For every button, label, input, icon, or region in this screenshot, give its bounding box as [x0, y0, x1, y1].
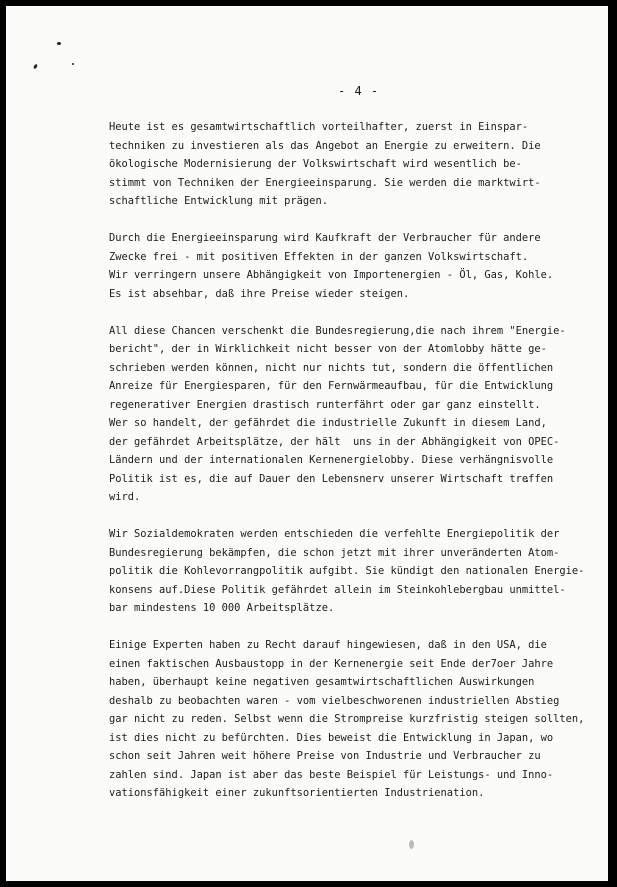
text-line: ökologische Modernisierung der Volkswirtschaft wird wesentlich be- — [109, 158, 522, 170]
text-line: All diese Chancen verschenkt die Bundesregierung,die nach ihrem "Energie- — [109, 324, 566, 337]
paragraph — [109, 322, 569, 507]
text-line: vationsfähigkeit einer zukunftsorientierten Industrienation. — [109, 787, 485, 799]
text-line: wird. — [109, 491, 141, 503]
scan-speck — [409, 840, 414, 849]
paragraph — [109, 229, 569, 303]
text-line: regenerativer Energien drastisch runterfährt oder gar ganz einstellt. — [109, 398, 541, 411]
document-page — [6, 6, 608, 881]
paragraph — [109, 118, 569, 211]
page-number: - 4 - — [338, 84, 380, 98]
text-line: Wir Sozialdemokraten werden entschieden die verfehlte Energiepolitik der — [109, 528, 560, 540]
text-line: stimmt von Techniken der Energieeinsparung. Sie werden die marktwirt- — [109, 176, 541, 189]
text-line: techniken zu investieren als das Angebot an Energie zu erweitern. Die — [109, 139, 541, 152]
text-line: Bundesregierung bekämpfen, die schon jetzt mit ihrer unveränderten Atom- — [109, 546, 560, 559]
paragraph — [109, 525, 585, 618]
text-line: Einige Experten haben zu Recht darauf hingewiesen, daß in den USA, die — [109, 639, 547, 651]
scan-speck — [57, 42, 61, 45]
text-line: Durch die Energieeinsparung wird Kaufkraft der Verbraucher für andere — [109, 232, 541, 244]
text-line: schrieben werden können, nicht nur nichts tut, sondern die öffentlichen — [109, 361, 554, 374]
scan-speck — [72, 63, 74, 65]
document-body — [109, 118, 585, 821]
text-line: ist dies nicht zu befürchten. Dies beweist die Entwicklung in Japan, wo — [109, 731, 554, 744]
text-line: Anreize für Energiesparen, für den Fernwärmeaufbau, für die Entwicklung — [109, 380, 554, 392]
text-line: Wir verringern unsere Abhängigkeit von Importenergien - Öl, Gas, Kohle. — [109, 269, 554, 281]
paragraph — [109, 636, 585, 803]
scan-speck — [33, 64, 38, 70]
text-line: schon seit Jahren weit höhere Preise von Industrie und Verbraucher zu — [109, 750, 541, 762]
text-line: bericht", der in Wirklichkeit nicht besser von der Atomlobby hätte ge- — [109, 343, 547, 355]
text-line: gar nicht zu reden. Selbst wenn die Strompreise kurzfristig steigen sollten, — [109, 713, 585, 725]
text-line: Es ist absehbar, daß ihre Preise wieder steigen. — [109, 287, 410, 300]
text-line: Zwecke frei - mit positiven Effekten in der ganzen Volkswirtschaft. — [109, 250, 529, 263]
text-line: zahlen sind. Japan ist aber das beste Beispiel für Leistungs- und Inno- — [109, 768, 554, 781]
text-line: Politik ist es, die auf Dauer den Lebensnerv unserer Wirtschaft treffen — [109, 472, 554, 485]
text-line: schaftliche Entwicklung mit prägen. — [109, 195, 328, 207]
text-line: Heute ist es gesamtwirtschaftlich vorteilhafter, zuerst in Einspar- — [109, 121, 529, 133]
text-line: politik die Kohlevorrangpolitik aufgibt. Sie kündigt den nationalen Energie- — [109, 565, 585, 577]
text-line: haben, überhaupt keine negativen gesamtwirtschaftlichen Auswirkungen — [109, 676, 535, 688]
text-line: deshalb zu beobachten waren - vom vielbeschworenen industriellen Abstieg — [109, 694, 560, 707]
text-line: der gefährdet Arbeitsplätze, der hält uns in der Abhängigkeit von OPEC- — [109, 435, 560, 448]
text-line: Ländern und der internationalen Kernenergielobby. Diese verhängnisvolle — [109, 454, 554, 466]
text-line: einen faktischen Ausbaustopp in der Kernenergie seit Ende der7oer Jahre — [109, 657, 554, 670]
text-line: bar mindestens 10 000 Arbeitsplätze. — [109, 602, 335, 614]
text-line: konsens auf.Diese Politik gefährdet allein im Steinkohlebergbau unmittel- — [109, 583, 566, 596]
text-line: Wer so handelt, der gefährdet die industrielle Zukunft in diesem Land, — [109, 417, 547, 429]
